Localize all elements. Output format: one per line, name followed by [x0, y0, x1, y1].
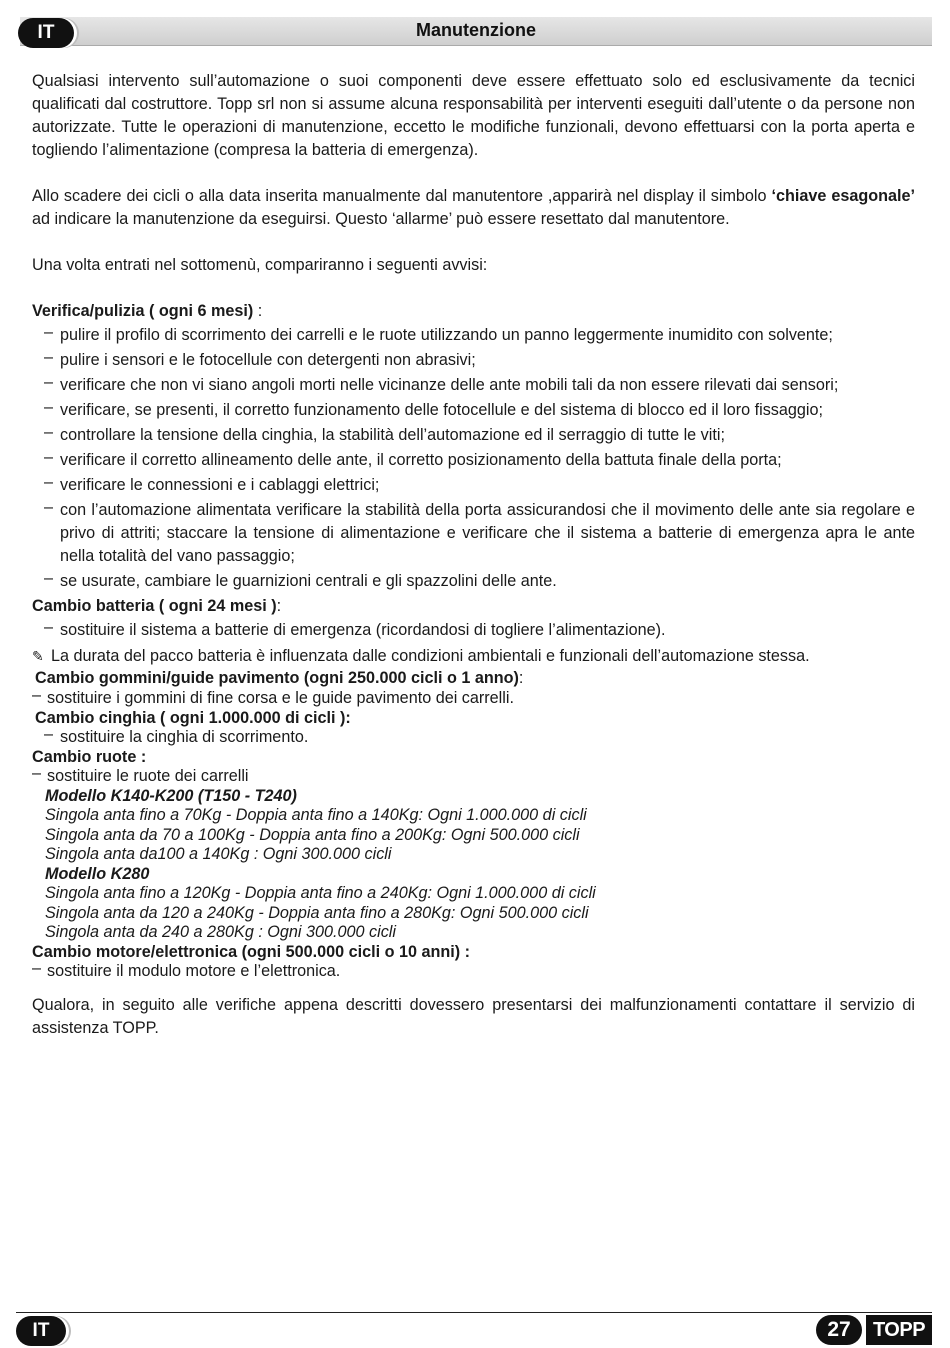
model-name: Modello K280 — [45, 864, 150, 883]
page-number: 27 — [816, 1315, 862, 1345]
verifica-list — [32, 324, 915, 593]
page-title: Manutenzione — [416, 20, 536, 40]
footer-divider — [16, 1312, 932, 1313]
dash-bullet: – — [44, 725, 54, 743]
list-item — [32, 570, 915, 593]
dash-bullet: – — [44, 348, 54, 366]
batteria-suffix: : — [276, 597, 282, 615]
dash-bullet: – — [32, 959, 42, 977]
note-text: La durata del pacco batteria è influenzata dalle condizioni ambientali e funzionali dell’automazione stessa. — [51, 647, 810, 665]
alarm-paragraph — [32, 185, 915, 231]
footer-language-badge: IT — [16, 1316, 66, 1346]
list-item-text: sostituire i gommini di fine corsa e le guide pavimento dei carrelli. — [47, 689, 514, 707]
dash-bullet: – — [32, 686, 42, 704]
ruote-heading: Cambio ruote : — [32, 747, 147, 766]
dash-bullet: – — [44, 569, 54, 587]
batteria-heading — [32, 595, 915, 618]
submenu-paragraph: Una volta entrati nel sottomenù, compariranno i seguenti avvisi: — [32, 256, 488, 274]
gommini-heading — [32, 668, 915, 689]
list-item — [32, 959, 915, 982]
dash-bullet: – — [44, 473, 54, 491]
list-item-text: sostituire il modulo motore e l’elettronica. — [47, 962, 341, 980]
batteria-title: Cambio batteria ( ogni 24 mesi ) — [32, 597, 277, 615]
list-item-text: sostituire la cinghia di scorrimento. — [60, 728, 309, 746]
list-item — [32, 449, 915, 472]
closing-paragraph: Qualora, in seguito alle verifiche appena descritti dovessero presentarsi dei malfunzionamenti contattare il servizio di assistenza TOPP. — [32, 995, 915, 1037]
list-item — [32, 399, 915, 422]
list-item — [32, 725, 915, 748]
list-item-text: sostituire le ruote dei carrelli — [47, 767, 249, 785]
model-name: Modello K140-K200 (T150 - T240) — [45, 786, 297, 805]
model-line: Singola anta da 120 a 240Kg - Doppia anta fino a 280Kg: Ogni 500.000 cicli — [45, 903, 589, 922]
list-item — [32, 619, 915, 642]
cinghia-heading: Cambio cinghia ( ogni 1.000.000 di cicli ): — [35, 708, 351, 727]
brand-logo: TOPP — [866, 1315, 932, 1345]
model-line: Singola anta da 240 a 280Kg : Ogni 300.000 cicli — [45, 923, 396, 941]
list-item-text: controllare la tensione della cinghia, la stabilità dell’automazione ed il serraggio di tutte le viti; — [60, 426, 725, 444]
document-body — [32, 70, 915, 1040]
verifica-title: Verifica/pulizia ( ogni 6 mesi) — [32, 302, 254, 320]
list-item — [32, 474, 915, 497]
language-badge: IT — [18, 18, 74, 48]
list-item — [32, 374, 915, 397]
alarm-symbol-name: ‘chiave esagonale’ — [771, 187, 915, 205]
dash-bullet: – — [44, 398, 54, 416]
verifica-heading — [32, 300, 915, 323]
list-item-text: pulire i sensori e le fotocellule con detergenti non abrasivi; — [60, 351, 476, 369]
list-item — [32, 764, 915, 787]
list-item-text: verificare, se presenti, il corretto funzionamento delle fotocellule e del sistema di blocco ed il loro fissaggio; — [60, 401, 824, 419]
model-line: Singola anta fino a 70Kg - Doppia anta fino a 140Kg: Ogni 1.000.000 di cicli — [45, 806, 587, 824]
list-item-text: verificare il corretto allineamento delle ante, il corretto posizionamento della battuta finale della porta; — [60, 451, 782, 469]
dash-bullet: – — [44, 323, 54, 341]
list-item — [32, 349, 915, 372]
list-item — [32, 686, 915, 709]
intro-paragraph: Qualsiasi intervento sull’automazione o suoi componenti deve essere effettuato solo ed esclusivamente da tecnici qualificati dal costruttore. Topp srl non si assume alcuna responsabilità per interventi eseguiti dall’utente o da persone non autorizzate. Tutte le operazioni di manutenzione, eccetto le modifiche funzionali, devono effettuarsi con la porta aperta e togliendo l’alimentazione (compresa la batteria di emergenza). — [32, 72, 915, 159]
motore-heading: Cambio motore/elettronica (ogni 500.000 cicli o 10 anni) : — [32, 942, 471, 961]
dash-bullet: – — [44, 448, 54, 466]
list-item-text: pulire il profilo di scorrimento dei carrelli e le ruote utilizzando un panno leggermente inumidito con solvente; — [60, 326, 833, 344]
list-item-text: sostituire il sistema a batterie di emergenza (ricordandosi di togliere l’alimentazione). — [60, 621, 666, 639]
list-item-text: verificare che non vi siano angoli morti nelle vicinanze delle ante mobili tali da non essere rilevati dai sensori; — [60, 376, 839, 394]
header-bar — [20, 17, 932, 46]
model-line: Singola anta fino a 120Kg - Doppia anta fino a 240Kg: Ogni 1.000.000 di cicli — [45, 884, 596, 902]
model-line: Singola anta da100 a 140Kg : Ogni 300.000 cicli — [45, 845, 392, 863]
pencil-icon: ✎ — [32, 648, 44, 664]
list-item-text: con l’automazione alimentata verificare la stabilità della porta assicurandosi che il movimento delle ante sia regolare e privo di attriti; staccare la tensione di alimentazione e verificare che il sistema a batterie di emergenza apra le ante nella totalità del vano passaggio; — [60, 501, 915, 565]
dash-bullet: – — [44, 618, 54, 636]
dash-bullet: – — [44, 498, 54, 516]
verifica-suffix: : — [253, 302, 263, 320]
model-block — [32, 787, 915, 943]
model-line: Singola anta da 70 a 100Kg - Doppia anta fino a 200Kg: Ogni 500.000 cicli — [45, 825, 580, 844]
dash-bullet: – — [44, 423, 54, 441]
dash-bullet: – — [44, 373, 54, 391]
gommini-suffix: : — [518, 669, 524, 687]
list-item — [32, 324, 915, 347]
dash-bullet: – — [32, 764, 42, 782]
list-item — [32, 424, 915, 447]
alarm-text-after: ad indicare la manutenzione da eseguirsi. Questo ‘allarme’ può essere resettato dal manutentore. — [32, 210, 730, 228]
alarm-text-before: Allo scadere dei cicli o alla data inserita manualmente dal manutentore ,apparirà nel display il simbolo — [32, 187, 772, 205]
list-item-text: se usurate, cambiare le guarnizioni centrali e gli spazzolini delle ante. — [60, 572, 557, 590]
gommini-title: Cambio gommini/guide pavimento (ogni 250.000 cicli o 1 anno) — [35, 669, 519, 687]
replacement-section — [32, 668, 915, 982]
list-item — [32, 499, 915, 568]
battery-note — [32, 644, 915, 668]
list-item-text: verificare le connessioni e i cablaggi elettrici; — [60, 476, 380, 494]
